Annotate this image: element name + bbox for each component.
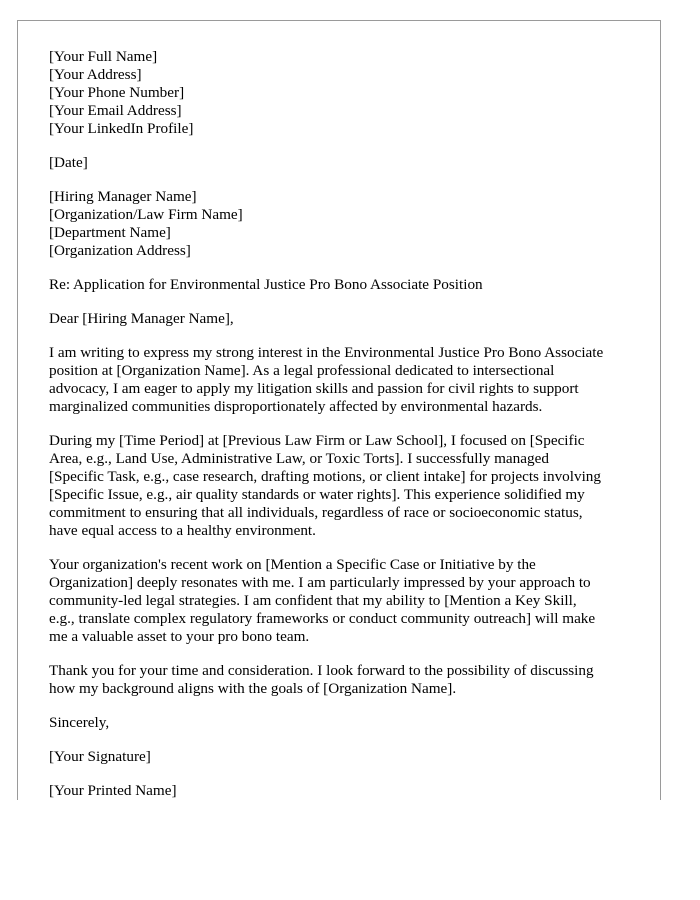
subject-line: [49, 276, 649, 294]
paragraph-line: commitment to ensuring that all individuals, regardless of race or socioeconomic status,: [49, 504, 583, 521]
date-block: [49, 154, 649, 172]
paragraph-line: marginalized communities disproportionately affected by environmental hazards.: [49, 398, 543, 415]
paragraph-line: e.g., translate complex regulatory frameworks or conduct community outreach] will make: [49, 610, 596, 627]
subject-text: Re: Application for Environmental Justice Pro Bono Associate Position: [49, 276, 483, 293]
paragraph-line: position at [Organization Name]. As a legal professional dedicated to intersectional: [49, 362, 555, 379]
recipient-name: [Hiring Manager Name]: [49, 188, 197, 205]
body-paragraph-2: [49, 432, 649, 540]
signature-text: [Your Signature]: [49, 748, 151, 765]
printed-name-text: [Your Printed Name]: [49, 782, 177, 799]
closing-text: Sincerely,: [49, 714, 110, 731]
recipient-department: [Department Name]: [49, 224, 171, 241]
closing: [49, 714, 649, 732]
paragraph-line: community-led legal strategies. I am confident that my ability to [Mention a Key Skill,: [49, 592, 577, 609]
paragraph-line: Thank you for your time and consideration. I look forward to the possibility of discussing: [49, 662, 594, 679]
paragraph-line: Organization] deeply resonates with me. I am particularly impressed by your approach to: [49, 574, 591, 591]
recipient-address: [Organization Address]: [49, 242, 191, 259]
paragraph-line: [Specific Task, e.g., case research, drafting motions, or client intake] for projects involving: [49, 468, 601, 485]
sender-full-name: [Your Full Name]: [49, 48, 158, 65]
body-paragraph-4: [49, 662, 649, 698]
paragraph-line: advocacy, I am eager to apply my litigation skills and passion for civil rights to support: [49, 380, 579, 397]
body-paragraph-1: [49, 344, 649, 416]
body-paragraph-3: [49, 556, 649, 646]
signature-block: [49, 748, 649, 766]
recipient-block: [49, 188, 649, 260]
printed-name-block: [49, 782, 649, 800]
paragraph-line: Area, e.g., Land Use, Administrative Law, or Toxic Torts]. I successfully managed: [49, 450, 549, 467]
sender-address: [Your Address]: [49, 66, 142, 83]
paragraph-line: have equal access to a healthy environment.: [49, 522, 316, 539]
salutation-text: Dear [Hiring Manager Name],: [49, 310, 234, 327]
sender-phone: [Your Phone Number]: [49, 84, 185, 101]
letter-body: [49, 48, 649, 816]
salutation: [49, 310, 649, 328]
letter-date: [Date]: [49, 154, 88, 171]
paragraph-line: how my background aligns with the goals of [Organization Name].: [49, 680, 457, 697]
sender-email: [Your Email Address]: [49, 102, 182, 119]
paragraph-line: me a valuable asset to your pro bono team.: [49, 628, 310, 645]
sender-linkedin: [Your LinkedIn Profile]: [49, 120, 194, 137]
paragraph-line: During my [Time Period] at [Previous Law Firm or Law School], I focused on [Specific: [49, 432, 585, 449]
sender-block: [49, 48, 649, 138]
recipient-organization: [Organization/Law Firm Name]: [49, 206, 243, 223]
paragraph-line: [Specific Issue, e.g., air quality standards or water rights]. This experience solidified my: [49, 486, 585, 503]
paragraph-line: Your organization's recent work on [Mention a Specific Case or Initiative by the: [49, 556, 536, 573]
paragraph-line: I am writing to express my strong interest in the Environmental Justice Pro Bono Associate: [49, 344, 604, 361]
